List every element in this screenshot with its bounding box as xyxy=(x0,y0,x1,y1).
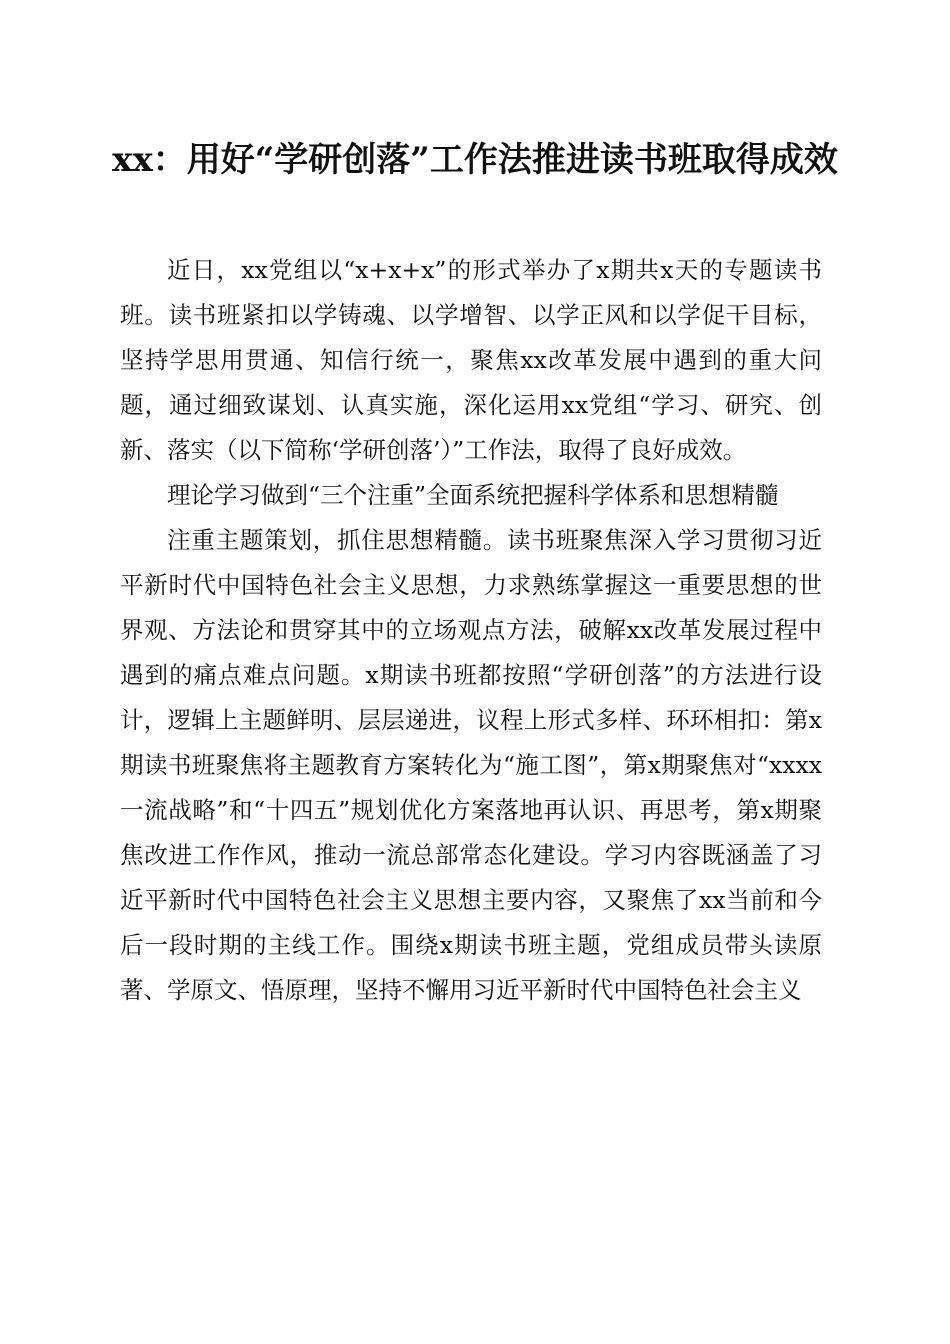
paragraph-theme-planning: 注重主题策划，抓住思想精髓。读书班聚焦深入学习贯彻习近平新时代中国特色社会主义思想，力求熟练掌握这一重要思想的世界观、方法论和贯穿其中的立场观点方法，破解xx改革发展过程中遇到的痛点难点问题。x期读书班都按照“学研创落”的方法进行设计，逻辑上主题鲜明、层层递进，议程上形式多样、环环相扣：第x期读书班聚焦将主题教育方案转化为“施工图”，第x期聚焦对“xxxx一流战略”和“十四五”规划优化方案落地再认识、再思考，第x期聚焦改进工作作风，推动一流总部常态化建设。学习内容既涵盖了习近平新时代中国特色社会主义思想主要内容，又聚焦了xx当前和今后一段时期的主线工作。围绕x期读书班主题，党组成员带头读原著、学原文、悟原理，坚持不懈用习近平新时代中国特色社会主义 xyxy=(120,526,822,1004)
paragraph-intro: 近日，xx党组以“x+x+x”的形式举办了x期共x天的专题读书班。读书班紧扣以学铸魂、以学增智、以学正风和以学促干目标，坚持学思用贯通、知信行统一，聚焦xx改革发展中遇到的重大问题，通过细致谋划、认真实施，深化运用xx党组“学习、研究、创新、落实（以下简称‘学研创落’）”工作法，取得了良好成效。 xyxy=(120,256,822,464)
document-body xyxy=(120,248,822,1013)
document-title: xx：用好“学研创落”工作法推进读书班取得成效 xyxy=(112,140,838,180)
section-heading: 理论学习做到“三个注重”全面系统把握科学体系和思想精髓 xyxy=(167,481,779,509)
